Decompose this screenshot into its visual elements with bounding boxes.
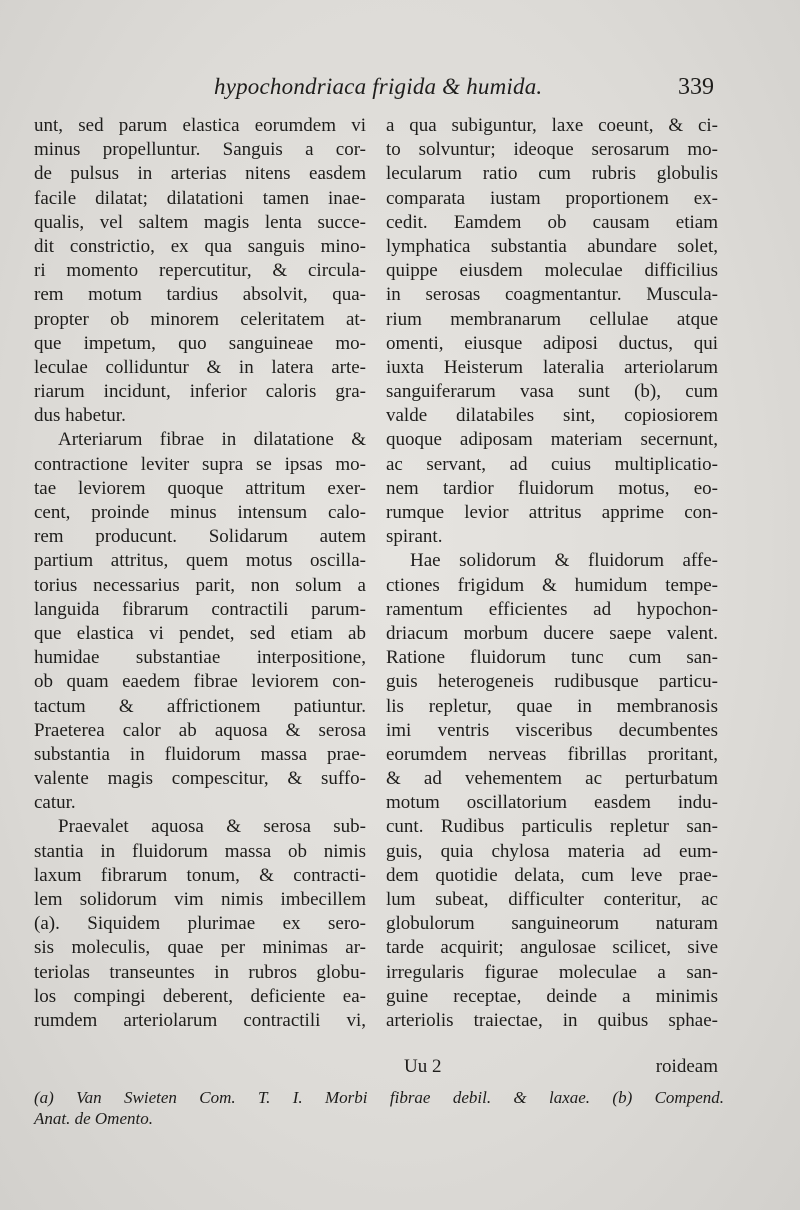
text-line: to solvuntur; ideoque serosarum mo-	[386, 139, 718, 161]
footnotes	[34, 1087, 724, 1129]
left-text-column	[34, 114, 366, 1033]
text-line: rumdem arteriolarum contractili vi,	[34, 1009, 366, 1031]
page-header	[0, 74, 800, 108]
right-text-column	[386, 114, 718, 1033]
text-line: tae leviorem quoque attritum exer-	[34, 477, 366, 499]
text-line: globulorum sanguineorum naturam	[386, 913, 718, 935]
text-line: tactum & affrictionem patiuntur.	[34, 695, 366, 717]
text-line: dus habetur.	[34, 405, 126, 427]
text-line: rumque levior attritus apprime con-	[386, 502, 718, 523]
text-line: spirant.	[386, 526, 443, 548]
text-line: Arteriarum fibrae in dilatatione &	[58, 429, 366, 451]
text-line: laxum fibrarum tonum, & contracti-	[34, 864, 366, 886]
text-line: tarde acquirit; angulosae scilicet, sive	[386, 937, 718, 959]
text-line: imi ventris visceribus decumbentes	[386, 719, 718, 741]
page-footer-line	[386, 1056, 718, 1080]
text-line: guis heterogeneis rudibusque particu-	[386, 671, 718, 693]
text-line: facile dilatat; dilatationi tamen inae-	[34, 187, 366, 209]
text-line: ri momento repercutitur, & circula-	[34, 260, 366, 282]
text-line: lecularum ratio cum rubris globulis	[386, 163, 718, 185]
footnote-line: (a) Van Swieten Com. T. I. Morbi fibrae debil. & laxae. (b) Compend.	[34, 1088, 724, 1107]
text-line: in serosas coagmentantur. Muscula-	[386, 284, 718, 306]
text-line: ctiones frigidum & humidum tempe-	[386, 574, 718, 596]
text-line: torius necessarius parit, non solum a	[34, 574, 366, 596]
text-line: Ratione fluidorum tunc cum san-	[386, 647, 718, 669]
text-line: a qua subiguntur, laxe coeunt, & ci-	[386, 115, 718, 136]
text-line: guis, quia chylosa materia ad eum-	[386, 840, 718, 862]
text-line: ac servant, ad cuius multiplicatio-	[386, 453, 718, 475]
text-line: comparata iustam proportionem ex-	[386, 187, 718, 209]
text-line: Hae solidorum & fluidorum affe-	[410, 550, 718, 572]
text-line: rem producunt. Solidarum autem	[34, 526, 366, 548]
text-line: eorumdem nerveas fibrillas proritant,	[386, 743, 718, 765]
text-line: teriolas transeuntes in rubros globu-	[34, 961, 366, 983]
text-line: catur.	[34, 792, 76, 814]
text-line: nem tardior fluidorum motus, eo-	[386, 477, 718, 499]
text-line: de pulsus in arterias nitens easdem	[34, 163, 366, 185]
text-line: lum subeat, difficulter conteritur, ac	[386, 889, 718, 910]
text-line: valde dilatabiles sint, copiosiorem	[386, 405, 718, 427]
text-line: lis repletur, quae in membranosis	[386, 695, 718, 717]
text-line: Praeterea calor ab aquosa & serosa	[34, 719, 366, 741]
text-line: guine receptae, deinde a minimis	[386, 985, 718, 1007]
text-line: propter ob minorem celeritatem at-	[34, 308, 366, 330]
text-line: & ad vehementem ac perturbatum	[386, 768, 718, 790]
text-line: (a). Siquidem plurimae ex sero-	[34, 913, 366, 935]
text-line: partium attritus, quem motus oscilla-	[34, 550, 366, 572]
text-line: quippe eiusdem moleculae difficilius	[386, 260, 718, 282]
text-line: substantia in fluidorum massa prae-	[34, 743, 366, 765]
text-line: cent, proinde minus intensum calo-	[34, 502, 366, 523]
text-line: motum oscillatorium easdem indu-	[386, 792, 718, 814]
text-line: rem motum tardius absolvit, qua-	[34, 284, 366, 306]
text-line: arteriolis traiectae, in quibus sphae-	[386, 1009, 718, 1031]
text-line: sis moleculis, quae per minimas ar-	[34, 937, 366, 959]
footnote-line: Anat. de Omento.	[34, 1109, 153, 1128]
text-line: cunt. Rudibus particulis repletur san-	[386, 816, 718, 838]
text-line: contractione leviter supra se ipsas mo-	[34, 453, 366, 475]
text-line: omenti, eiusque adiposi ductus, qui	[386, 332, 718, 354]
text-line: Praevalet aquosa & serosa sub-	[58, 816, 366, 838]
text-line: sanguiferarum vasa sunt (b), cum	[386, 381, 718, 403]
text-line: driacum morbum ducere saepe valent.	[386, 622, 718, 644]
text-line: stantia in fluidorum massa ob nimis	[34, 840, 366, 862]
text-line: qualis, vel saltem magis lenta succe-	[34, 211, 366, 233]
text-line: los compingi deberent, deficiente ea-	[34, 985, 366, 1007]
text-line: lymphatica substantia abundare solet,	[386, 235, 718, 257]
text-line: minus propelluntur. Sanguis a cor-	[34, 139, 366, 161]
text-line: que elastica vi pendet, sed etiam ab	[34, 622, 366, 644]
text-line: rium membranarum cellulae atque	[386, 308, 718, 330]
text-line: quoque adiposam materiam secernunt,	[386, 429, 718, 451]
text-line: irregularis figurae moleculae a san-	[386, 961, 718, 983]
text-line: ramentum efficientes ad hypochon-	[386, 598, 718, 620]
signature-mark: Uu 2	[404, 1056, 442, 1077]
text-line: que impetum, quo sanguineae mo-	[34, 332, 366, 354]
text-line: leculae colliduntur & in latera arte-	[34, 356, 366, 378]
text-line: lem solidorum vim nimis imbecillem	[34, 889, 366, 910]
text-line: riarum incidunt, inferior caloris gra-	[34, 381, 366, 403]
text-line: valente magis compescitur, & suffo-	[34, 768, 366, 790]
running-title: hypochondriaca frigida & humida.	[214, 74, 543, 99]
page-number: 339	[678, 74, 714, 100]
text-line: dit constrictio, ex qua sanguis mino-	[34, 235, 366, 257]
text-line: languida fibrarum contractili parum-	[34, 598, 366, 620]
text-line: cedit. Eamdem ob causam etiam	[386, 211, 718, 233]
text-line: dem quotidie delata, cum leve prae-	[386, 864, 718, 886]
catchword: roideam	[655, 1056, 718, 1077]
text-line: humidae substantiae interpositione,	[34, 647, 366, 669]
text-line: ob quam eaedem fibrae leviorem con-	[34, 671, 366, 693]
text-line: iuxta Heisterum lateralia arteriolarum	[386, 356, 718, 378]
text-line: unt, sed parum elastica eorumdem vi	[34, 115, 366, 136]
